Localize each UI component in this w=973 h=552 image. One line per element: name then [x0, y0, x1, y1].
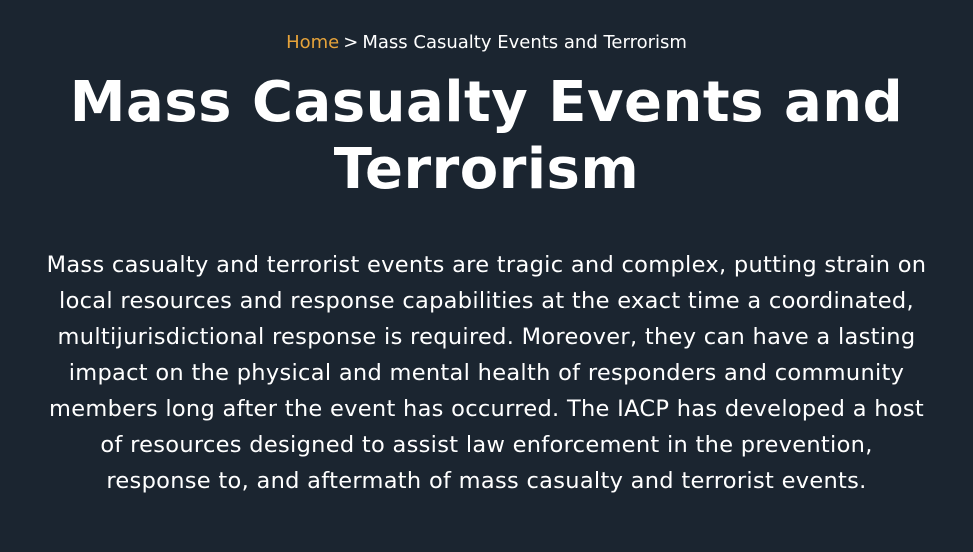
breadcrumb-home-link[interactable]: Home	[286, 32, 340, 53]
breadcrumb	[0, 31, 973, 55]
page-description: Mass casualty and terrorist events are tragic and complex, putting strain on local resources and response capabilities at the exact time a coordinated, multijurisdictional response is required. Moreover, they can have a lasting impact on the physical and mental health of responders and community members long after the event has occurred. The IACP has developed a host of resources designed to assist law enforcement in the prevention, response to, and aftermath of mass casualty and terrorist events.	[46, 252, 927, 494]
page-title: Mass Casualty Events and Terrorism	[69, 70, 904, 202]
breadcrumb-current: Mass Casualty Events and Terrorism	[362, 32, 687, 53]
breadcrumb-separator: >	[343, 32, 359, 53]
